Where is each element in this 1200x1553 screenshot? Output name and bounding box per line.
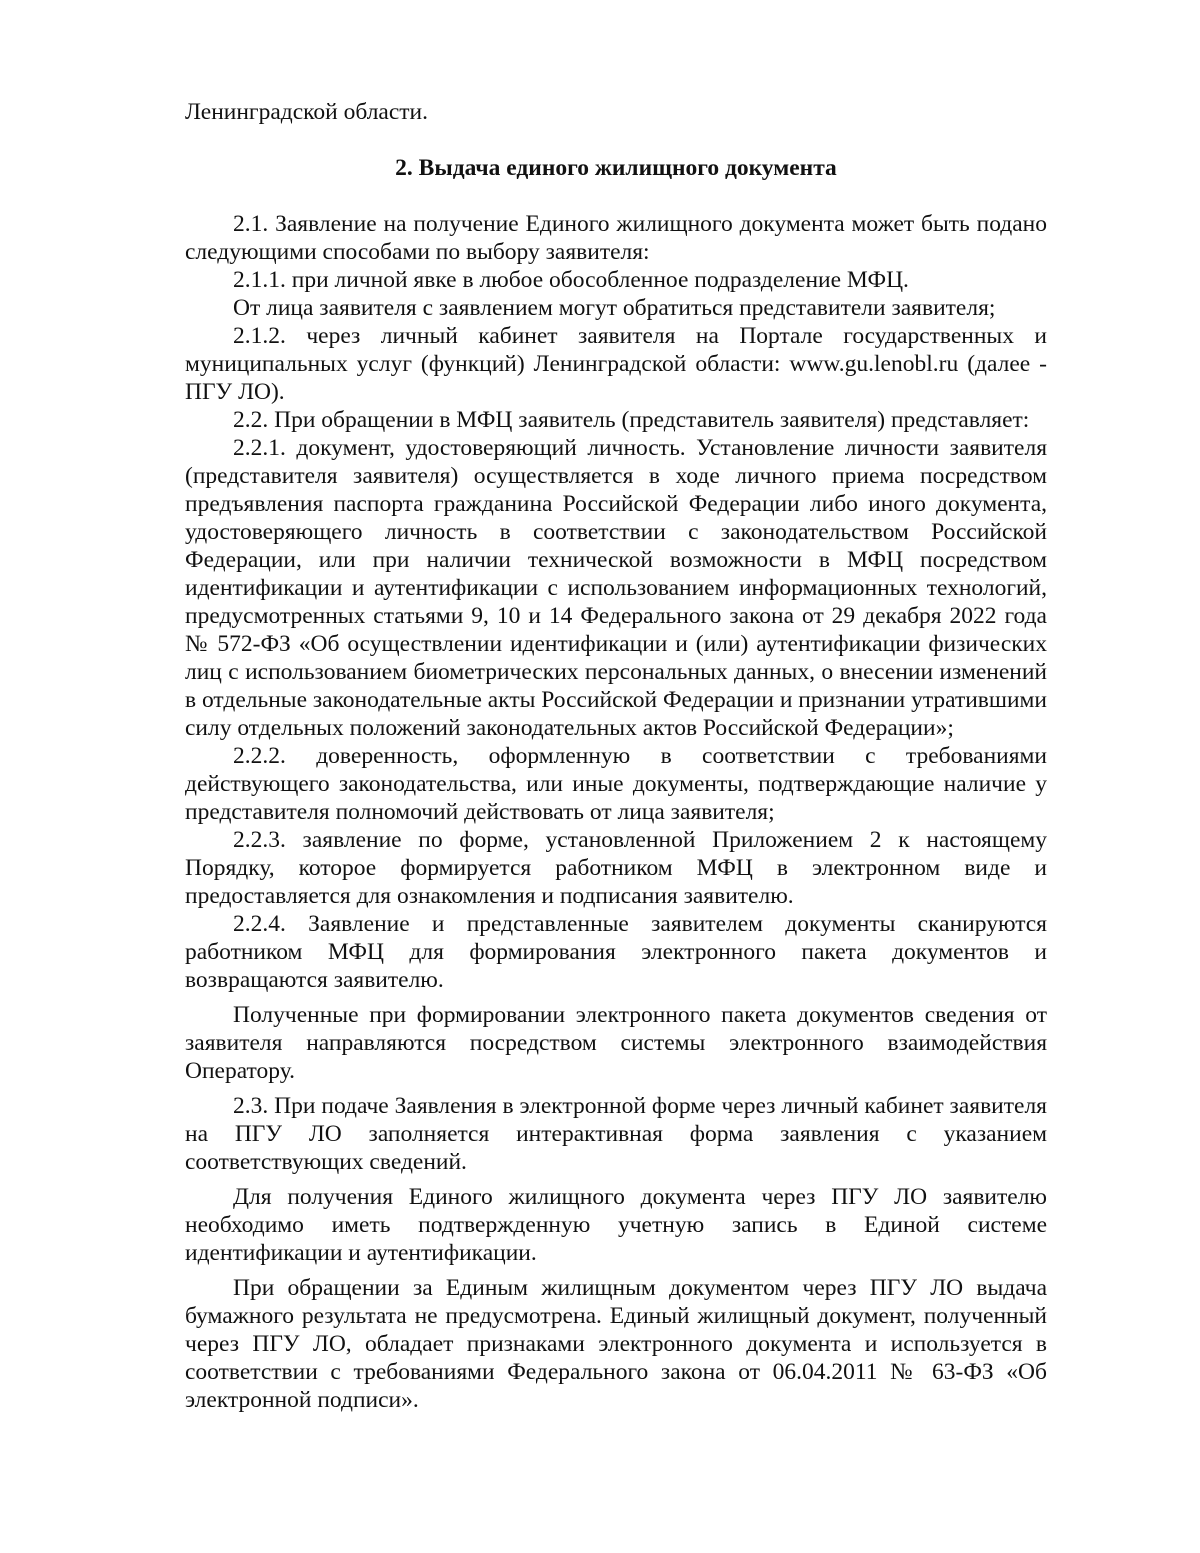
- paragraph-2-2: 2.2. При обращении в МФЦ заявитель (представитель заявителя) представляет:: [233, 407, 1030, 433]
- paragraph-2-1-2: 2.1.2. через личный кабинет заявителя на Портале государственных и муниципальных услуг (функций) Ленинградской области: www.gu.lenobl.ru (далее - ПГУ ЛО).: [185, 323, 1047, 405]
- paragraph-representatives: От лица заявителя с заявлением могут обратиться представители заявителя;: [233, 295, 996, 321]
- paragraph-2-2-1: 2.2.1. документ, удостоверяющий личность. Установление личности заявителя (представителя заявителя) осуществляется в ходе личного приема посредством предъявления паспорта гражданина Российской Федерации либо иного документа, удостоверяющего личность в соответствии с законодательством Российской Федерации, или при наличии технической возможности в МФЦ посредством идентификации и аутентификации с использованием информационных технологий, предусмотренных статьями 9, 10 и 14 Федерального закона от 29 декабря 2022 года № 572-ФЗ «Об осуществлении идентификации и (или) аутентификации физических лиц с использованием биометрических персональных данных, о внесении изменений в отдельные законодательные акты Российской Федерации и признании утратившими силу отдельных положений законодательных актов Российской Федерации»;: [185, 435, 1048, 741]
- continuation-line: Ленинградской области.: [185, 99, 428, 125]
- paragraph-2-3: 2.3. При подаче Заявления в электронной форме через личный кабинет заявителя на ПГУ ЛО заполняется интерактивная форма заявления с указанием соответствующих сведений.: [185, 1093, 1047, 1175]
- paragraph-2-2-4: 2.2.4. Заявление и представленные заявителем документы сканируются работником МФЦ для формирования электронного пакета документов и возвращаются заявителю.: [185, 911, 1047, 993]
- paragraph-2-2-3: 2.2.3. заявление по форме, установленной Приложением 2 к настоящему Порядку, которое формируется работником МФЦ в электронном виде и предоставляется для ознакомления и подписания заявителю.: [185, 827, 1047, 909]
- paragraph-esia-account: Для получения Единого жилищного документа через ПГУ ЛО заявителю необходимо иметь подтвержденную учетную запись в Единой системе идентификации и аутентификации.: [185, 1184, 1047, 1266]
- section-title: 2. Выдача единого жилищного документа: [395, 155, 837, 181]
- paragraph-2-1-1: 2.1.1. при личной явке в любое обособленное подразделение МФЦ.: [233, 267, 909, 293]
- paragraph-paper-result: При обращении за Единым жилищным документом через ПГУ ЛО выдача бумажного результата не предусмотрена. Единый жилищный документ, полученный через ПГУ ЛО, обладает признаками электронного документа и используется в соответствии с требованиями Федерального закона от 06.04.2011 № 63-ФЗ «Об электронной подписи».: [185, 1275, 1047, 1413]
- document-body: [185, 98, 1047, 1414]
- paragraph-2-1: 2.1. Заявление на получение Единого жилищного документа может быть подано следующими способами по выбору заявителя:: [185, 211, 1047, 265]
- paragraph-2-2-2: 2.2.2. доверенность, оформленную в соответствии с требованиями действующего законодательства, или иные документы, подтверждающие наличие у представителя полномочий действовать от лица заявителя;: [185, 743, 1047, 825]
- paragraph-electronic-package: Полученные при формировании электронного пакета документов сведения от заявителя направляются посредством системы электронного взаимодействия Оператору.: [185, 1002, 1047, 1084]
